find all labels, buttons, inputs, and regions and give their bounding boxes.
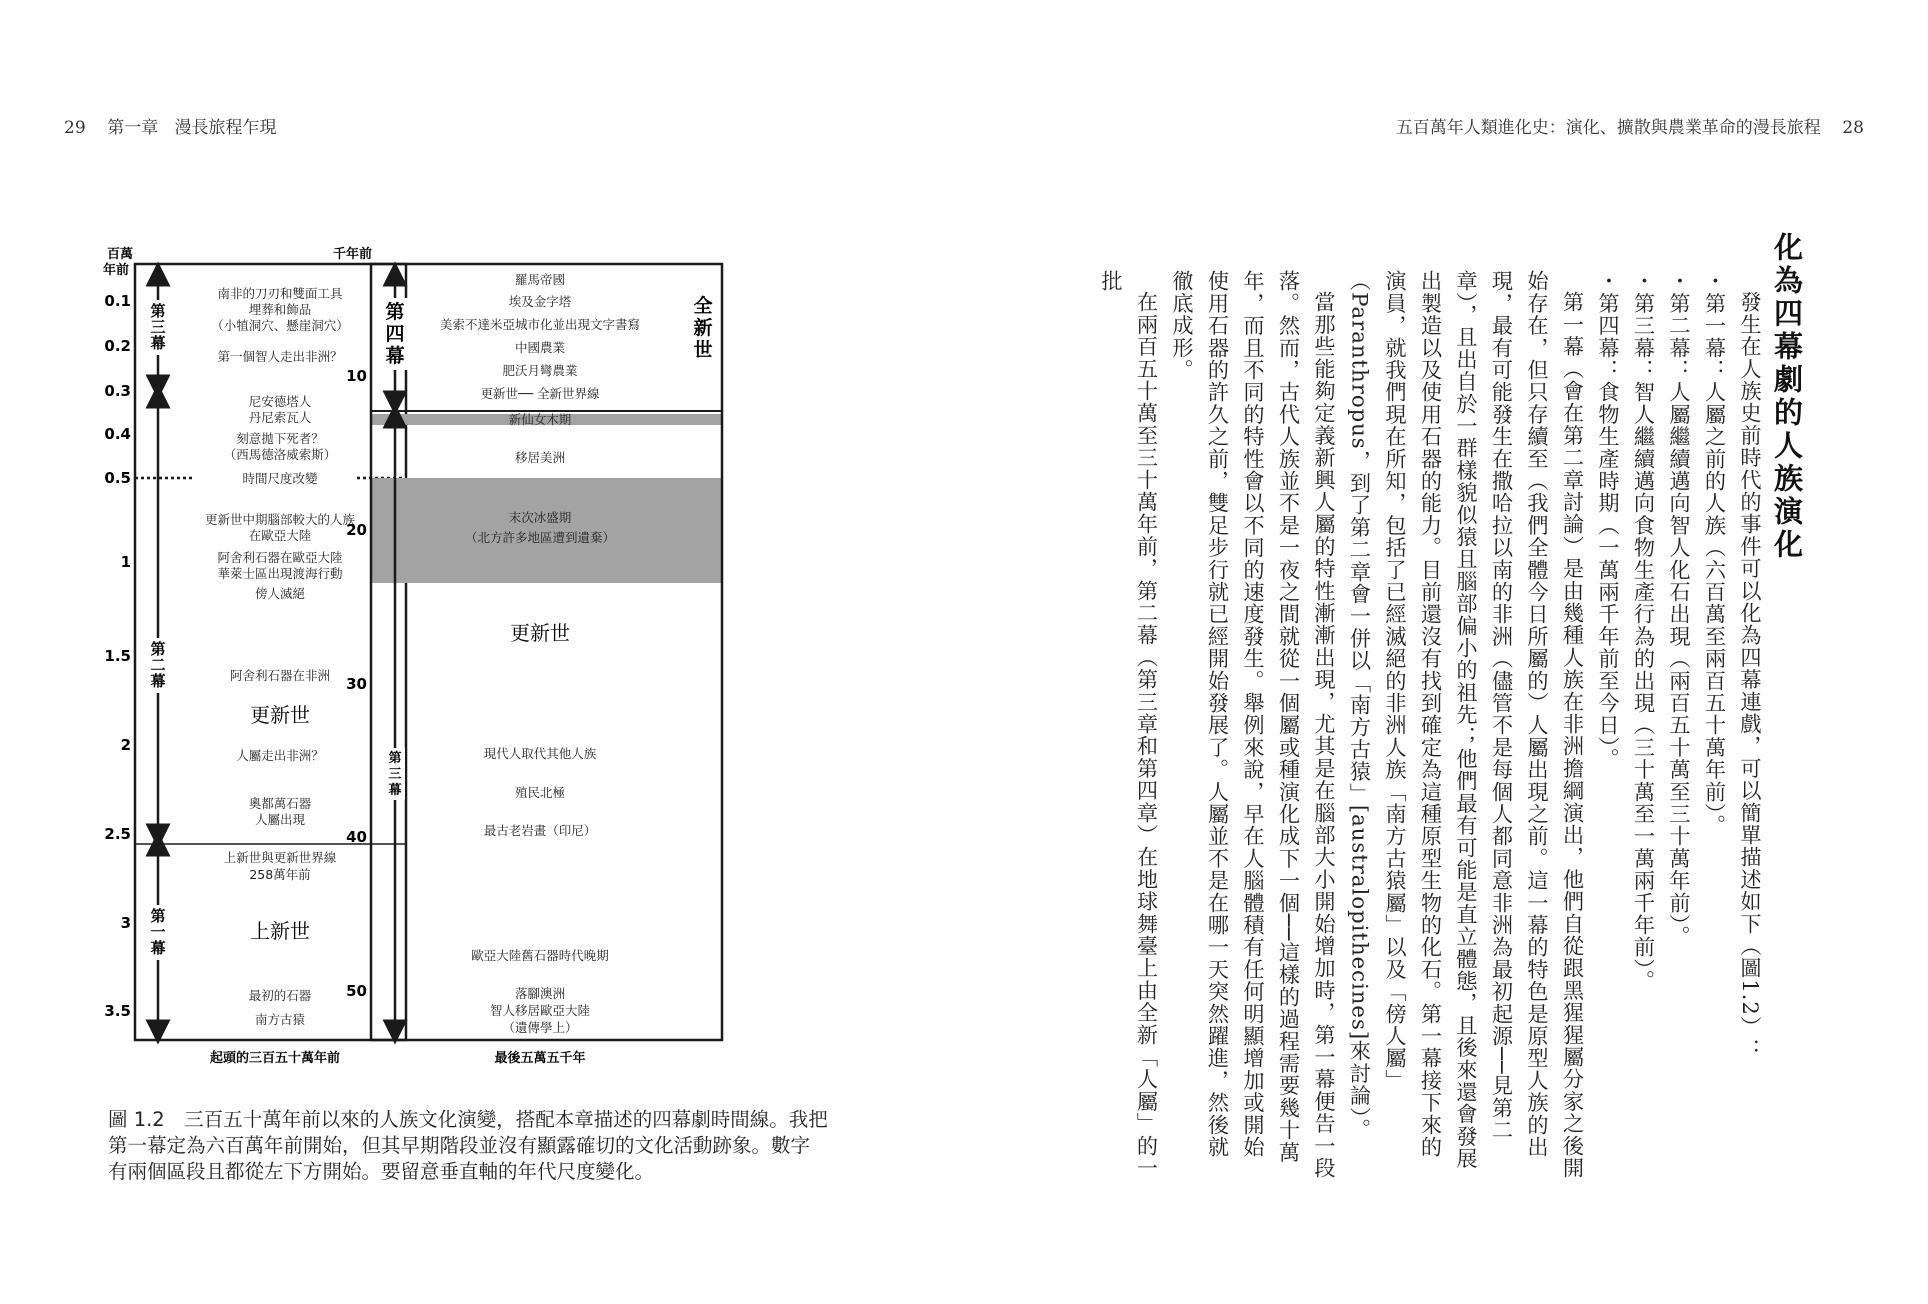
act-two-label: 二 <box>150 656 166 674</box>
body-paragraph: 第一幕（會在第二章討論）是由幾種人族在非洲擔綱演出，他們自從跟黑猩猩屬分家之後開始存在，但只存續至（我們全體今日所屬的）人屬出現之前。這一幕的特色是原型人族的出現，最有可能發生在撒哈拉以南的非洲（儘管不是每個人都同意非洲為最初起源──見第二章），且出自於一群樣貌似猿且腦部偏小的祖先；他們最有可能是直立體態，且後來還會發展出製造以及使用石器的能力。目前還沒有找到確定為這種原型生物的化石。第一幕接下來的演員，就我們現在所知，包括了已經滅絕的非洲人族「南方古猿屬」以及「傍人屬」（Paranthropus，到了第二章會一併以「南方古猿」[australopithecines]來討論）。 <box>1347 270 1586 1180</box>
body-paragraph: 當那些能夠定義新興人屬的特性漸漸出現，尤其是在腦部大小開始增加時，第一幕便告一段落。然而，古代人族並不是一夜之間就從一個屬或種演化成下一個──這樣的過程需要幾十萬年，而且不同的特性會以不同的速度發生。舉例來說，早在人腦體積有任何明顯增加或開始使用石器的許久之前，雙足步行就已經開始發展了。人屬並不是在哪一天突然躍進，然後就徹底成形。 <box>1170 270 1337 1180</box>
section-title: 化為四幕劇的人族演化 <box>1770 232 1804 562</box>
right-event-label: （遺傳學上） <box>502 1020 578 1035</box>
holocene-label: 新 <box>693 317 713 339</box>
left-axis-unit-2: 年前 <box>103 263 130 278</box>
left-event-label: 南方古猿 <box>254 1012 306 1027</box>
right-event-label: 埃及金字塔 <box>508 294 572 309</box>
left-tick: 0.4 <box>104 425 131 443</box>
right-event-label: 肥沃月彎農業 <box>502 363 578 378</box>
act-two-label: 幕 <box>150 672 166 690</box>
left-chapter-title: 漫長旅程乍現 <box>174 118 277 138</box>
left-event-label: 人屬出現 <box>254 812 306 827</box>
act-four-label: 第 <box>385 301 405 323</box>
act-one-label: 幕 <box>150 939 166 957</box>
left-event-label: 奧都萬石器 <box>248 796 312 811</box>
left-event-label: 尼安德塔人 <box>248 394 312 409</box>
left-tick: 0.3 <box>104 382 131 400</box>
right-event-label: （北方許多地區遭到遺棄） <box>464 530 616 545</box>
left-event-label: 南非的刀刃和雙面工具 <box>217 286 343 301</box>
right-panel-footer: 最後五萬五千年 <box>494 1051 586 1066</box>
left-event-label: （小犆洞穴、懸崖洞穴） <box>211 318 349 333</box>
right-tick: 30 <box>346 675 367 693</box>
holocene-label: 世 <box>693 339 713 361</box>
act-three-right-label: 第 <box>388 751 402 766</box>
left-tick: 0.2 <box>104 337 131 355</box>
left-event-label: 阿舍利石器在非洲 <box>229 668 331 683</box>
left-event-label: 華萊士區出現渡海行動 <box>217 566 343 581</box>
right-frame <box>371 264 722 1040</box>
right-event-label: 末次冰盛期 <box>508 510 572 525</box>
list-item-act-four: ・第四幕：食物生產時期（一萬兩千年前至今日）。 <box>1596 270 1621 770</box>
figure-caption: 圖 1.2 三百五十萬年前以來的人族文化演變，搭配本章描述的四幕劇時間線。我把第一幕定為六百萬年前開始，但其早期階段並沒有顯露確切的文化活動跡象。數字有兩個區段且都從左下方開始。要留意垂直軸的年代尺度變化。 <box>108 1108 828 1183</box>
left-tick: 2.5 <box>104 825 131 843</box>
holocene-label: 全 <box>693 295 713 317</box>
left-event-label: 傍人滅絕 <box>254 586 306 601</box>
left-axis-unit-1: 百萬 <box>107 247 134 262</box>
right-event-label: 更新世── 全新世界線 <box>480 386 600 401</box>
left-chapter-label: 第一章 <box>107 118 159 138</box>
act-three-label: 幕 <box>150 334 166 352</box>
timeline-figure <box>95 240 835 1070</box>
left-event-label: 埋葬和飾品 <box>248 302 312 317</box>
left-event-label: 上新世與更新世界線 <box>223 850 337 865</box>
right-page-number: 28 <box>1842 118 1864 138</box>
left-event-label: 丹尼索瓦人 <box>248 410 312 425</box>
left-event-label: 第一個智人走出非洲？ <box>217 349 343 364</box>
right-event-label: 新仙女木期 <box>508 412 572 427</box>
right-event-label: 落腳澳洲 <box>514 986 566 1001</box>
left-event-label: 在歐亞大陸 <box>248 528 312 543</box>
left-event-label: 人屬走出非洲？ <box>236 748 324 763</box>
left-tick: 2 <box>120 736 131 754</box>
act-three-label: 三 <box>150 318 166 336</box>
left-page-number: 29 <box>64 118 86 138</box>
left-event-label: 258萬年前 <box>249 867 311 882</box>
right-timeline-panel <box>333 246 722 1066</box>
body-paragraph: 在兩百五十萬至三十萬年前，第二幕（第三章和第四章）在地球舞臺上由全新「人屬」的一批 <box>1099 270 1160 1180</box>
left-tick: 1 <box>120 553 131 571</box>
left-event-label: 時間尺度改變 <box>242 471 318 486</box>
right-event-label: 移居美洲 <box>514 450 566 465</box>
right-tick: 10 <box>346 367 367 385</box>
left-running-header <box>64 113 276 138</box>
act-one-label: 一 <box>150 923 166 941</box>
left-event-label: 最初的石器 <box>248 988 312 1003</box>
act-four-label: 幕 <box>385 345 405 367</box>
left-tick: 3 <box>120 914 131 932</box>
act-three-right-label: 幕 <box>388 783 402 798</box>
right-running-header <box>1396 113 1864 138</box>
right-event-label: 智人移居歐亞大陸 <box>489 1003 591 1018</box>
right-tick: 20 <box>346 521 367 539</box>
left-tick: 1.5 <box>104 647 131 665</box>
left-event-label: 阿舍利石器在歐亞大陸 <box>217 550 343 565</box>
left-tick: 0.5 <box>104 469 131 487</box>
left-tick: 3.5 <box>104 1002 131 1020</box>
right-event-label: 羅馬帝國 <box>514 272 566 287</box>
left-event-label: 刻意拋下死者？ <box>236 431 324 446</box>
left-panel-footer: 起頭的三百五十萬年前 <box>209 1051 341 1066</box>
right-axis-unit: 千年前 <box>333 247 373 262</box>
list-item-act-one: ・第一幕：人屬之前的人族（六百萬至兩百五十萬年前）。 <box>1702 270 1728 837</box>
vertical-body-text <box>1094 270 1769 1180</box>
right-epoch-pleistocene: 更新世 <box>510 621 570 645</box>
right-tick: 40 <box>346 828 367 846</box>
left-event-label: 更新世中期腦部較大的人族 <box>204 512 356 527</box>
left-event-label: （西馬德洛威索斯） <box>223 447 337 462</box>
right-event-label: 現代人取代其他人族 <box>483 746 597 761</box>
right-event-label: 殖民北極 <box>514 785 566 800</box>
list-item-act-two: ・第二幕：人屬繼續邁向智人化石出現（兩百五十萬至三十萬年前）。 <box>1667 270 1692 948</box>
act-four-label: 四 <box>385 323 405 345</box>
left-epoch-pleistocene: 更新世 <box>250 703 310 727</box>
right-event-label: 中國農業 <box>514 340 566 355</box>
act-two-label: 第 <box>150 640 166 658</box>
act-three-right-label: 三 <box>388 767 402 782</box>
right-event-label: 歐亞大陸舊石器時代晚期 <box>471 948 609 963</box>
left-epoch-pliocene: 上新世 <box>250 919 310 943</box>
right-book-title: 五百萬年人類進化史：演化、擴散與農業革命的漫長旅程 <box>1395 118 1821 138</box>
list-item-act-three: ・第三幕：智人繼續邁向食物生產行為的出現（三十萬至一萬兩千年前）。 <box>1631 270 1657 992</box>
left-tick: 0.1 <box>104 292 131 310</box>
right-event-label: 最古老岩畫（印尼） <box>483 823 597 838</box>
act-one-label: 第 <box>150 907 166 925</box>
right-event-label: 美索不達米亞城市化並出現文字書寫 <box>439 317 641 332</box>
body-paragraph: 發生在人族史前時代的事件可以化為四幕連戲，可以簡單描述如下（圖1.2）： <box>1738 291 1763 1061</box>
right-tick: 50 <box>346 982 367 1000</box>
act-three-label: 第 <box>150 302 166 320</box>
